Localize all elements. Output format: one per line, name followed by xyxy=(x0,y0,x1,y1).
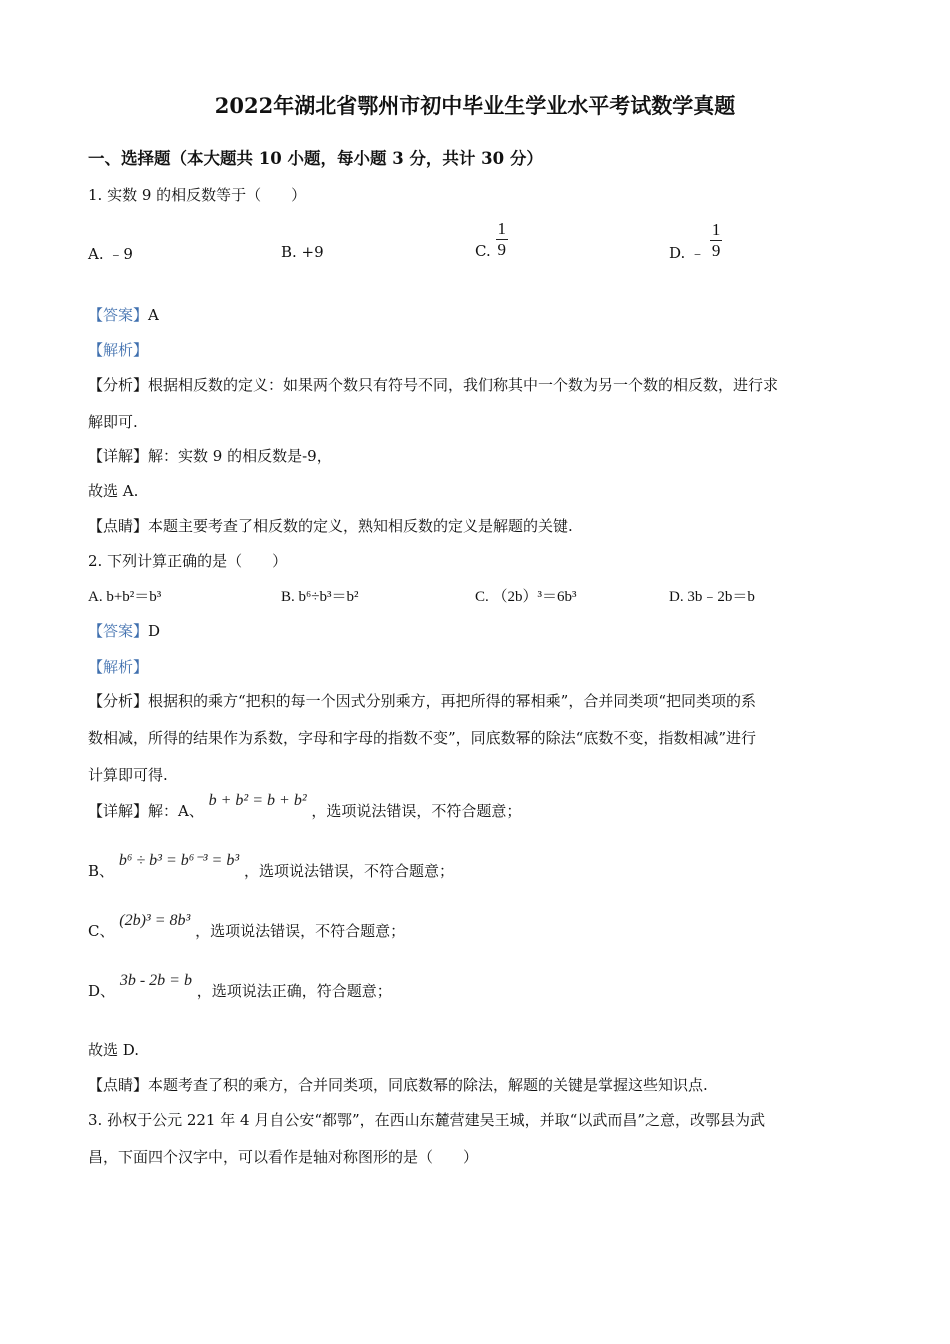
xiangjie-b-verdict: ，选项说法错误，不符合题意； xyxy=(243,862,454,880)
q1-option-a: A. ﹣9 xyxy=(88,245,133,263)
q2-xiangjie-d xyxy=(88,972,392,1001)
q1-fenxi: 【分析】根据相反数的定义：如果两个数只有符号不同，我们称其中一个数为另一个数的相反数，进行求 xyxy=(88,376,779,394)
q2-option-c: C. （2b）³＝6b³ xyxy=(475,589,577,605)
q2-fenxi-line1: 【分析】根据积的乘方“把积的每一个因式分别乘方，再把所得的幂相乘”，合并同类项“把同类项的系 xyxy=(88,692,757,710)
math-expression-b: b⁶ ÷ b³ = b⁶⁻³ = b³ xyxy=(118,852,240,869)
xiangjie-d-verdict: ，选项说法正确，符合题意； xyxy=(196,982,392,1000)
option-d-prefix: D、 xyxy=(88,982,116,1000)
q2-option-d: D. 3b﹣2b＝b xyxy=(669,589,755,605)
q1-option-d-fraction xyxy=(710,220,723,261)
q2-xiangjie-a xyxy=(88,792,522,821)
answer-tag: 【答案】 xyxy=(88,622,149,640)
q1-stem: 1. 实数 9 的相反数等于（ ） xyxy=(88,186,307,204)
fraction-denominator: 9 xyxy=(497,239,506,259)
q1-dianjing: 【点睛】本题主要考查了相反数的定义，熟知相反数的定义是解题的关键. xyxy=(88,517,573,535)
q1-option-b: B. +9 xyxy=(281,243,324,261)
q2-fenxi-line3: 计算即可得. xyxy=(88,766,168,784)
math-expression-d: 3b - 2b = b xyxy=(119,972,192,989)
page-title: 2022年湖北省鄂州市初中毕业生学业水平考试数学真题 xyxy=(214,93,736,118)
q1-option-d-label: D. ﹣ xyxy=(669,244,706,262)
q3-stem-line2: 昌，下面四个汉字中，可以看作是轴对称图形的是（ ） xyxy=(88,1148,479,1166)
answer-value: D xyxy=(148,622,161,640)
q1-analysis-tag: 【解析】 xyxy=(88,341,149,359)
option-b-prefix: B、 xyxy=(88,862,115,880)
q2-xiangjie-b xyxy=(88,852,454,881)
fraction-denominator: 9 xyxy=(711,241,721,260)
q1-xiangjie: 【详解】解：实数 9 的相反数是-9， xyxy=(88,447,332,465)
fraction-numerator: 1 xyxy=(497,218,506,238)
math-expression-c: (2b)³ = 8b³ xyxy=(119,912,191,929)
q1-option-d xyxy=(669,218,722,263)
q2-choose: 故选 D. xyxy=(88,1041,140,1059)
q2-option-a: A. b+b²＝b³ xyxy=(88,589,162,605)
fraction-numerator: 1 xyxy=(711,220,721,239)
q3-stem-line1: 3. 孙权于公元 221 年 4 月自公安“都鄂”，在西山东麓营建吴王城，并取“以武而昌”之意，改鄂县为武 xyxy=(88,1111,766,1129)
xiangjie-c-verdict: ，选项说法错误，不符合题意； xyxy=(195,922,406,940)
math-expression-a: b + b² = b + b² xyxy=(208,792,307,809)
q2-dianjing: 【点睛】本题考查了积的乘方，合并同类项，同底数幂的除法，解题的关键是掌握这些知识点. xyxy=(88,1076,708,1094)
answer-tag: 【答案】 xyxy=(88,306,149,324)
q1-option-c-fraction xyxy=(496,219,509,260)
section-heading: 一、选择题（本大题共 10 小题，每小题 3 分，共计 30 分） xyxy=(88,149,543,168)
q1-choose: 故选 A. xyxy=(88,482,139,500)
xiangjie-a-verdict: ，选项说法错误，不符合题意； xyxy=(311,802,522,820)
q2-xiangjie-c xyxy=(88,912,406,941)
q2-analysis-tag: 【解析】 xyxy=(88,658,149,676)
q2-fenxi-line2: 数相减，所得的结果作为系数，字母和字母的指数不变”，同底数幂的除法“底数不变，指数相减”进行 xyxy=(88,729,757,747)
q1-fenxi-cont: 解即可. xyxy=(88,413,138,431)
answer-value: A xyxy=(148,306,159,324)
q2-option-b: B. b⁶÷b³＝b² xyxy=(281,589,359,605)
q1-option-c xyxy=(475,218,508,260)
q1-option-c-label: C. xyxy=(475,242,491,260)
q1-answer xyxy=(88,304,159,325)
option-c-prefix: C、 xyxy=(88,922,115,940)
q2-answer xyxy=(88,620,160,641)
q2-stem: 2. 下列计算正确的是（ ） xyxy=(88,552,288,570)
xiangjie-prefix: 【详解】解：A、 xyxy=(88,802,204,820)
